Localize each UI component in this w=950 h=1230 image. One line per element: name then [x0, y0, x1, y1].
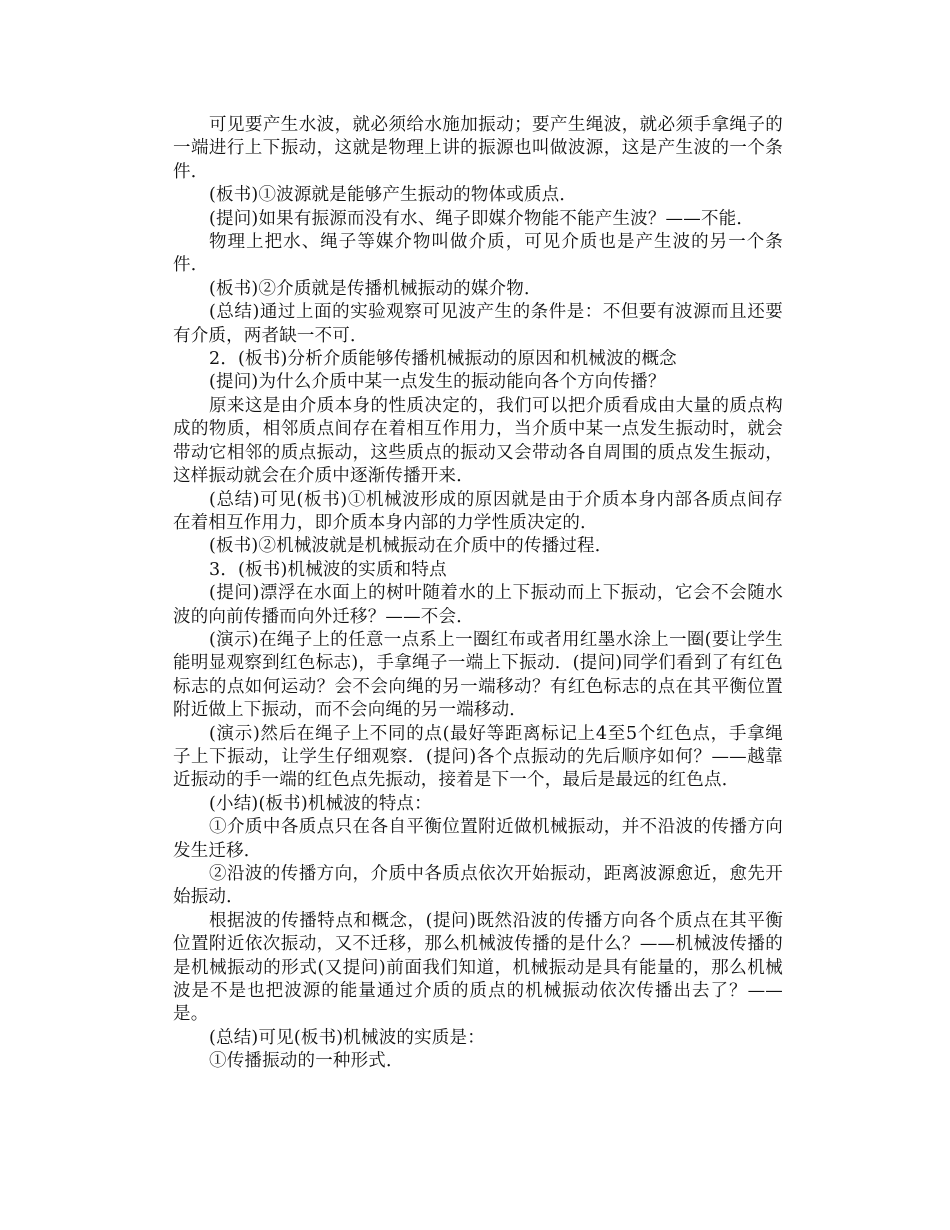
document-body [173, 114, 783, 1074]
paragraph-board-mechanical-wave: (板书)②机械波就是机械振动在介质中的传播过程． [209, 536, 613, 557]
paragraph-question-leaf: (提问)漂浮在水面上的树叶随着水的上下振动而上下振动，它会不会随水波的向前传播而向外迁移？——不会． [173, 583, 783, 627]
paragraph-demo-multiple-points: (演示)然后在绳子上不同的点(最好等距离标记上4至5个红色点，手拿绳子上下振动，让学生仔细观察．(提问)各个点振动的先后顺序如何？——越靠近振动的手一端的红色点先振动，接着是下一个，最后是最远的红色点． [173, 723, 783, 791]
paragraph-medium-definition: 物理上把水、绳子等媒介物叫做介质，可见介质也是产生波的另一个条件． [173, 232, 783, 276]
paragraph-question-medium: (提问)如果有振源而没有水、绳子即媒介物能不能产生波？——不能． [209, 208, 755, 229]
paragraph-essence-1: ①传播振动的一种形式． [209, 1051, 404, 1072]
paragraph-section-3-heading: 3．(板书)机械波的实质和特点 [209, 559, 447, 580]
paragraph-summary-essence: (总结)可见(板书)机械波的实质是： [209, 1027, 485, 1048]
paragraph-feature-1: ①介质中各质点只在各自平衡位置附近做机械振动，并不沿波的传播方向发生迁移． [173, 817, 783, 861]
paragraph-wave-source-intro: 可见要产生水波，就必须给水施加振动；要产生绳波，就必须手拿绳子的一端进行上下振动，这就是物理上讲的振源也叫做波源，这是产生波的一个条件． [173, 115, 783, 182]
paragraph-demo-red-mark: (演示)在绳子上的任意一点系上一圈红布或者用红墨水涂上一圈(要让学生能明显观察到红色标志)，手拿绳子一端上下振动．(提问)同学们看到了有红色标志的点如何运动？会不会向绳的另一端移动？有红色标志的点在其平衡位置附近做上下振动，而不会向绳的另一端移动． [173, 629, 783, 721]
paragraph-summary-cause: (总结)可见(板书)①机械波形成的原因就是由于介质本身内部各质点间存在着相互作用力，即介质本身内部的力学性质决定的． [173, 489, 783, 533]
paragraph-summary-features: (小结)(板书)机械波的特点： [209, 793, 432, 814]
paragraph-board-medium: (板书)②介质就是传播机械振动的媒介物． [209, 278, 542, 299]
paragraph-propagation-explanation: 原来这是由介质本身的性质决定的，我们可以把介质看成由大量的质点构成的物质，相邻质点间存在着相互作用力，当介质中某一点发生振动时，就会带动它相邻的质点振动，这些质点的振动又会带动各自周围的质点发生振动，这样振动就会在介质中逐渐传播开来． [173, 395, 783, 487]
paragraph-board-wave-source: (板书)①波源就是能够产生振动的物体或质点． [209, 185, 578, 206]
paragraph-wave-energy: 根据波的传播特点和概念，(提问)既然沿波的传播方向各个质点在其平衡位置附近依次振动，又不迁移，那么机械波传播的是什么？——机械波传播的是机械振动的形式(又提问)前面我们知道，机械振动是具有能量的，那么机械波是不是也把波源的能量通过介质的质点的机械振动依次传播出去了？——是。 [173, 910, 783, 1025]
paragraph-question-propagation: (提问)为什么介质中某一点发生的振动能向各个方向传播？ [209, 372, 666, 393]
paragraph-summary-conditions: (总结)通过上面的实验观察可见波产生的条件是：不但要有波源而且还要有介质，两者缺一不可． [173, 302, 783, 346]
paragraph-feature-2: ②沿波的传播方向，介质中各质点依次开始振动，距离波源愈近，愈先开始振动． [173, 864, 783, 908]
paragraph-section-2-heading: 2．(板书)分析介质能够传播机械振动的原因和机械波的概念 [209, 349, 677, 370]
